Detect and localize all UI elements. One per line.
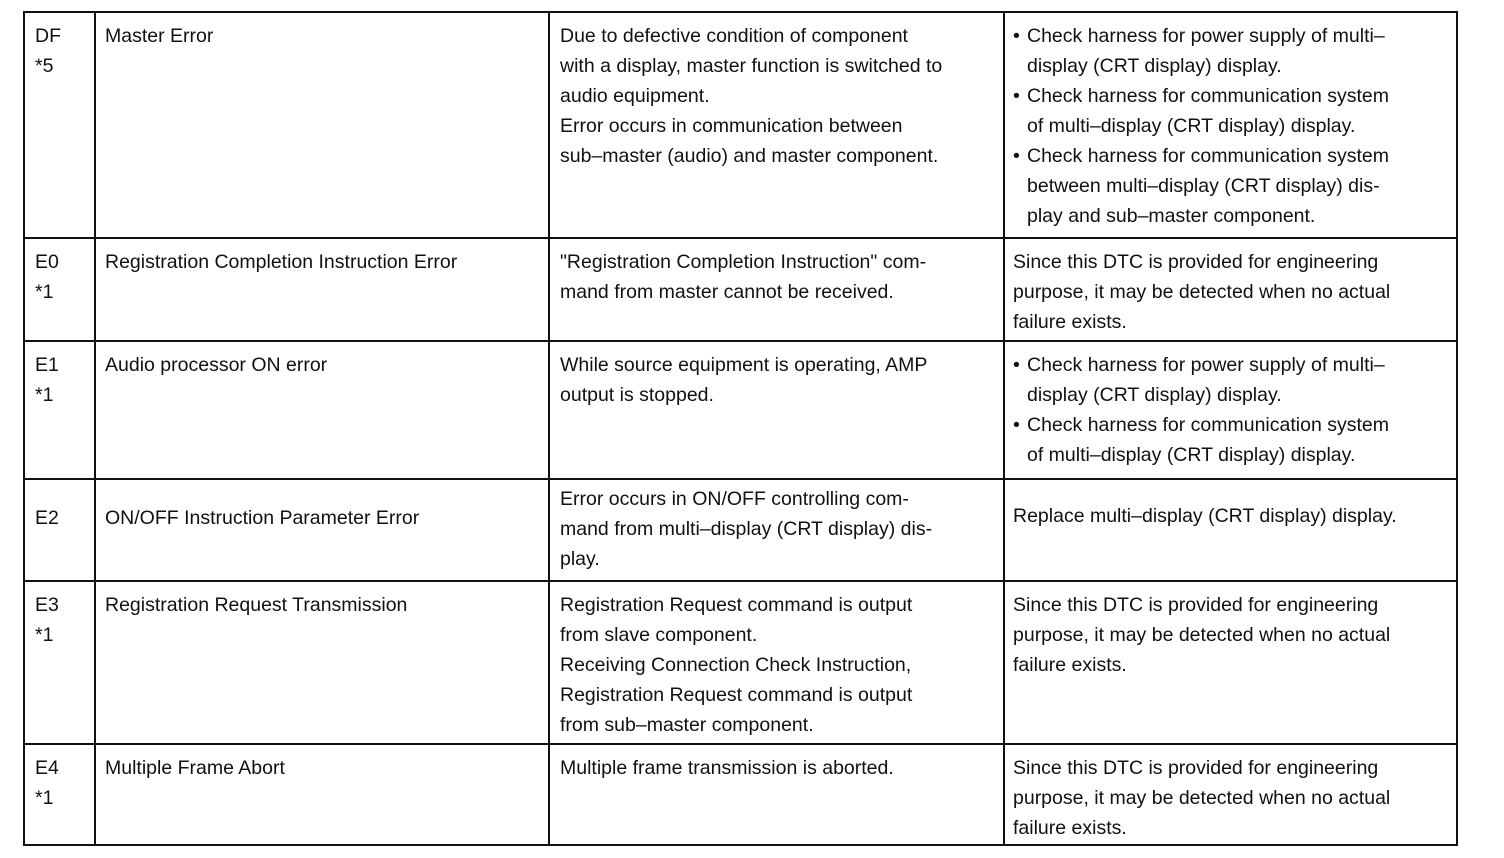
- remedy-bullet: • Check harness for communication system: [1013, 81, 1450, 111]
- remedy-line: Since this DTC is provided for engineering: [1013, 251, 1379, 273]
- cause-line: Multiple frame transmission is aborted.: [560, 757, 894, 779]
- cause-line: with a display, master function is switched to: [560, 55, 943, 77]
- cause-line: Receiving Connection Check Instruction,: [560, 654, 912, 676]
- cause-line: "Registration Completion Instruction" com-: [560, 251, 927, 273]
- dtc-name: Audio processor ON error: [105, 354, 328, 376]
- cause-line: output is stopped.: [560, 384, 714, 406]
- cause-line: sub–master (audio) and master component.: [560, 145, 939, 167]
- code-cell: [25, 582, 96, 743]
- dtc-code: E4: [35, 757, 59, 779]
- name-cell: [96, 239, 550, 340]
- table-row: [25, 13, 1456, 239]
- cause-cell: [550, 582, 1005, 743]
- table-row: [25, 342, 1456, 480]
- remedy-bullet-cont: between multi–display (CRT display) dis-: [1027, 175, 1380, 197]
- code-cell: [25, 13, 96, 237]
- dtc-code: E0: [35, 251, 59, 273]
- name-cell: [96, 13, 550, 237]
- dtc-name: Registration Request Transmission: [105, 594, 408, 616]
- cause-line: Error occurs in ON/OFF controlling com-: [560, 488, 909, 510]
- dtc-code: E3: [35, 594, 59, 616]
- name-cell: [96, 582, 550, 743]
- table-row: [25, 239, 1456, 342]
- cause-line: Registration Request command is output: [560, 594, 913, 616]
- cause-cell: [550, 342, 1005, 478]
- dtc-note: *5: [35, 55, 54, 77]
- dtc-name: Multiple Frame Abort: [105, 757, 285, 779]
- remedy-line: failure exists.: [1013, 311, 1127, 333]
- cause-line: Error occurs in communication between: [560, 115, 903, 137]
- cause-line: mand from master cannot be received.: [560, 281, 894, 303]
- code-cell: [25, 745, 96, 844]
- cause-cell: [550, 745, 1005, 844]
- table-row: [25, 745, 1456, 844]
- remedy-cell: [1005, 480, 1456, 580]
- remedy-line: failure exists.: [1013, 654, 1127, 676]
- cause-line: Due to defective condition of component: [560, 25, 908, 47]
- cause-cell: [550, 13, 1005, 237]
- cause-line: Registration Request command is output: [560, 684, 913, 706]
- cause-cell: [550, 239, 1005, 340]
- dtc-name: ON/OFF Instruction Parameter Error: [105, 507, 420, 529]
- name-cell: [96, 342, 550, 478]
- dtc-name: Master Error: [105, 25, 214, 47]
- cause-line: audio equipment.: [560, 85, 710, 107]
- remedy-bullet: • Check harness for communication system: [1013, 410, 1450, 440]
- remedy-bullet: • Check harness for communication system: [1013, 141, 1450, 171]
- cause-line: play.: [560, 548, 600, 570]
- remedy-line: Replace multi–display (CRT display) display.: [1013, 505, 1397, 527]
- remedy-cell: [1005, 239, 1456, 340]
- dtc-note: *1: [35, 384, 54, 406]
- code-cell: [25, 342, 96, 478]
- remedy-line: purpose, it may be detected when no actual: [1013, 624, 1391, 646]
- dtc-code: E2: [35, 507, 59, 529]
- remedy-bullet: • Check harness for power supply of multi–: [1013, 21, 1450, 51]
- remedy-bullet-cont: of multi–display (CRT display) display.: [1027, 444, 1356, 466]
- remedy-line: Since this DTC is provided for engineering: [1013, 757, 1379, 779]
- remedy-bullet-cont: display (CRT display) display.: [1027, 55, 1282, 77]
- remedy-cell: [1005, 745, 1456, 844]
- remedy-cell: [1005, 582, 1456, 743]
- cause-line: mand from multi–display (CRT display) dis-: [560, 518, 933, 540]
- dtc-code: E1: [35, 354, 59, 376]
- remedy-bullet-cont: play and sub–master component.: [1027, 205, 1316, 227]
- table-row: [25, 582, 1456, 745]
- dtc-table: [23, 11, 1458, 846]
- remedy-line: failure exists.: [1013, 817, 1127, 839]
- remedy-bullet: • Check harness for power supply of multi–: [1013, 350, 1450, 380]
- dtc-note: *1: [35, 281, 54, 303]
- name-cell: [96, 745, 550, 844]
- remedy-bullet-cont: display (CRT display) display.: [1027, 384, 1282, 406]
- remedy-line: purpose, it may be detected when no actual: [1013, 787, 1391, 809]
- dtc-code: DF: [35, 25, 61, 47]
- remedy-line: purpose, it may be detected when no actual: [1013, 281, 1391, 303]
- cause-cell: [550, 480, 1005, 580]
- code-cell: [25, 480, 96, 580]
- cause-line: from slave component.: [560, 624, 758, 646]
- dtc-name: Registration Completion Instruction Error: [105, 251, 458, 273]
- remedy-bullet-cont: of multi–display (CRT display) display.: [1027, 115, 1356, 137]
- name-cell: [96, 480, 550, 580]
- remedy-cell: [1005, 342, 1456, 478]
- cause-line: from sub–master component.: [560, 714, 814, 736]
- table-row: [25, 480, 1456, 582]
- remedy-cell: [1005, 13, 1456, 237]
- code-cell: [25, 239, 96, 340]
- dtc-note: *1: [35, 624, 54, 646]
- remedy-line: Since this DTC is provided for engineering: [1013, 594, 1379, 616]
- dtc-note: *1: [35, 787, 54, 809]
- cause-line: While source equipment is operating, AMP: [560, 354, 928, 376]
